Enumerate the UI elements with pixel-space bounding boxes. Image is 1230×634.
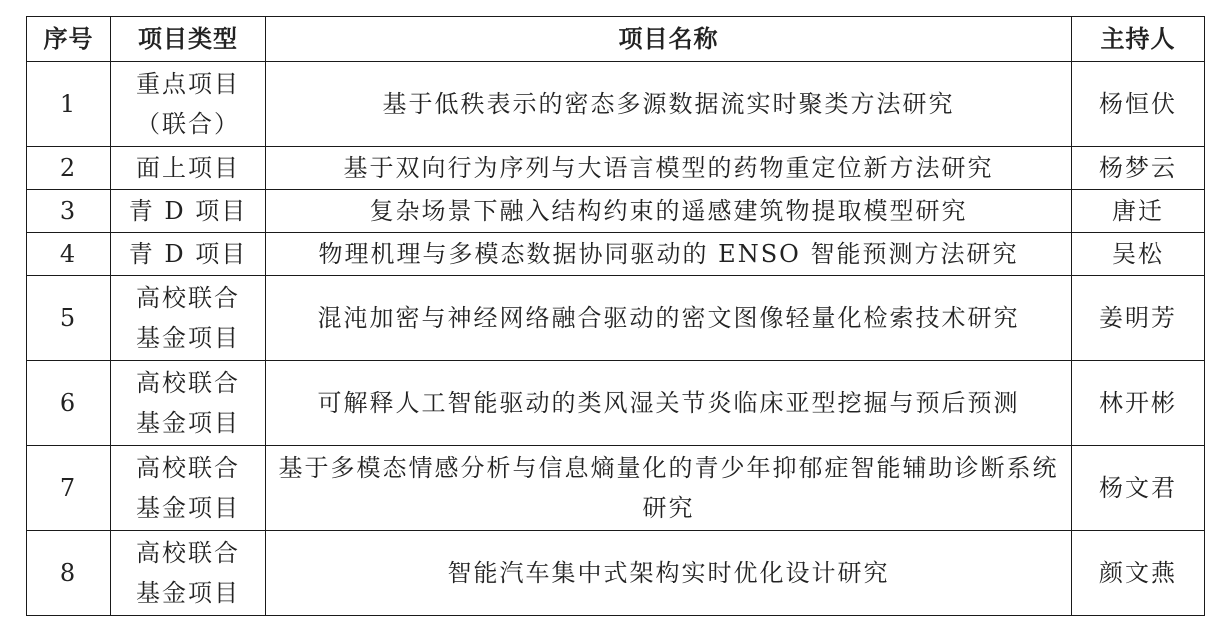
row-type	[111, 233, 266, 276]
row-type-line1: 青 D 项目	[128, 240, 248, 268]
header-type: 项目类型	[111, 17, 266, 62]
row-name: 混沌加密与神经网络融合驱动的密文图像轻量化检索技术研究	[266, 276, 1072, 361]
row-type-line1: 高校联合	[136, 369, 240, 397]
table-row	[27, 190, 1205, 233]
row-no: 5	[27, 276, 111, 361]
table-row	[27, 446, 1205, 531]
row-type-line2: 基金项目	[136, 324, 240, 352]
row-type-line1: 高校联合	[136, 454, 240, 482]
row-name: 物理机理与多模态数据协同驱动的 ENSO 智能预测方法研究	[266, 233, 1072, 276]
row-type-line1: 青 D 项目	[128, 197, 248, 225]
row-host: 杨梦云	[1072, 147, 1205, 190]
row-no: 3	[27, 190, 111, 233]
row-name: 复杂场景下融入结构约束的遥感建筑物提取模型研究	[266, 190, 1072, 233]
header-host: 主持人	[1072, 17, 1205, 62]
row-type-line1: 高校联合	[136, 284, 240, 312]
header-name: 项目名称	[266, 17, 1072, 62]
table-row	[27, 62, 1205, 147]
row-host: 吴松	[1072, 233, 1205, 276]
row-type-line2: 基金项目	[136, 409, 240, 437]
row-name: 智能汽车集中式架构实时优化设计研究	[266, 531, 1072, 616]
row-host: 颜文燕	[1072, 531, 1205, 616]
row-name: 基于双向行为序列与大语言模型的药物重定位新方法研究	[266, 147, 1072, 190]
row-no: 8	[27, 531, 111, 616]
row-host: 姜明芳	[1072, 276, 1205, 361]
row-type-line1: 重点项目	[136, 70, 240, 98]
row-type-line2: 基金项目	[136, 494, 240, 522]
header-row	[27, 17, 1205, 62]
table-row	[27, 233, 1205, 276]
row-type	[111, 361, 266, 446]
row-name: 基于低秩表示的密态多源数据流实时聚类方法研究	[266, 62, 1072, 147]
row-type-line1: 高校联合	[136, 539, 240, 567]
row-host: 杨文君	[1072, 446, 1205, 531]
row-host: 杨恒伏	[1072, 62, 1205, 147]
row-type	[111, 531, 266, 616]
table-row	[27, 531, 1205, 616]
projects-table	[26, 16, 1205, 616]
row-type	[111, 190, 266, 233]
table-row	[27, 147, 1205, 190]
header-no: 序号	[27, 17, 111, 62]
row-type	[111, 147, 266, 190]
row-host: 唐迁	[1072, 190, 1205, 233]
row-type-line2: （联合）	[136, 110, 240, 138]
row-host: 林开彬	[1072, 361, 1205, 446]
row-type	[111, 62, 266, 147]
table-row	[27, 361, 1205, 446]
row-type	[111, 276, 266, 361]
row-type-line2: 基金项目	[136, 579, 240, 607]
row-no: 7	[27, 446, 111, 531]
row-name: 可解释人工智能驱动的类风湿关节炎临床亚型挖掘与预后预测	[266, 361, 1072, 446]
table-row	[27, 276, 1205, 361]
row-type	[111, 446, 266, 531]
row-no: 2	[27, 147, 111, 190]
row-no: 1	[27, 62, 111, 147]
row-name: 基于多模态情感分析与信息熵量化的青少年抑郁症智能辅助诊断系统研究	[266, 446, 1072, 531]
row-type-line1: 面上项目	[136, 154, 240, 182]
row-no: 4	[27, 233, 111, 276]
row-no: 6	[27, 361, 111, 446]
